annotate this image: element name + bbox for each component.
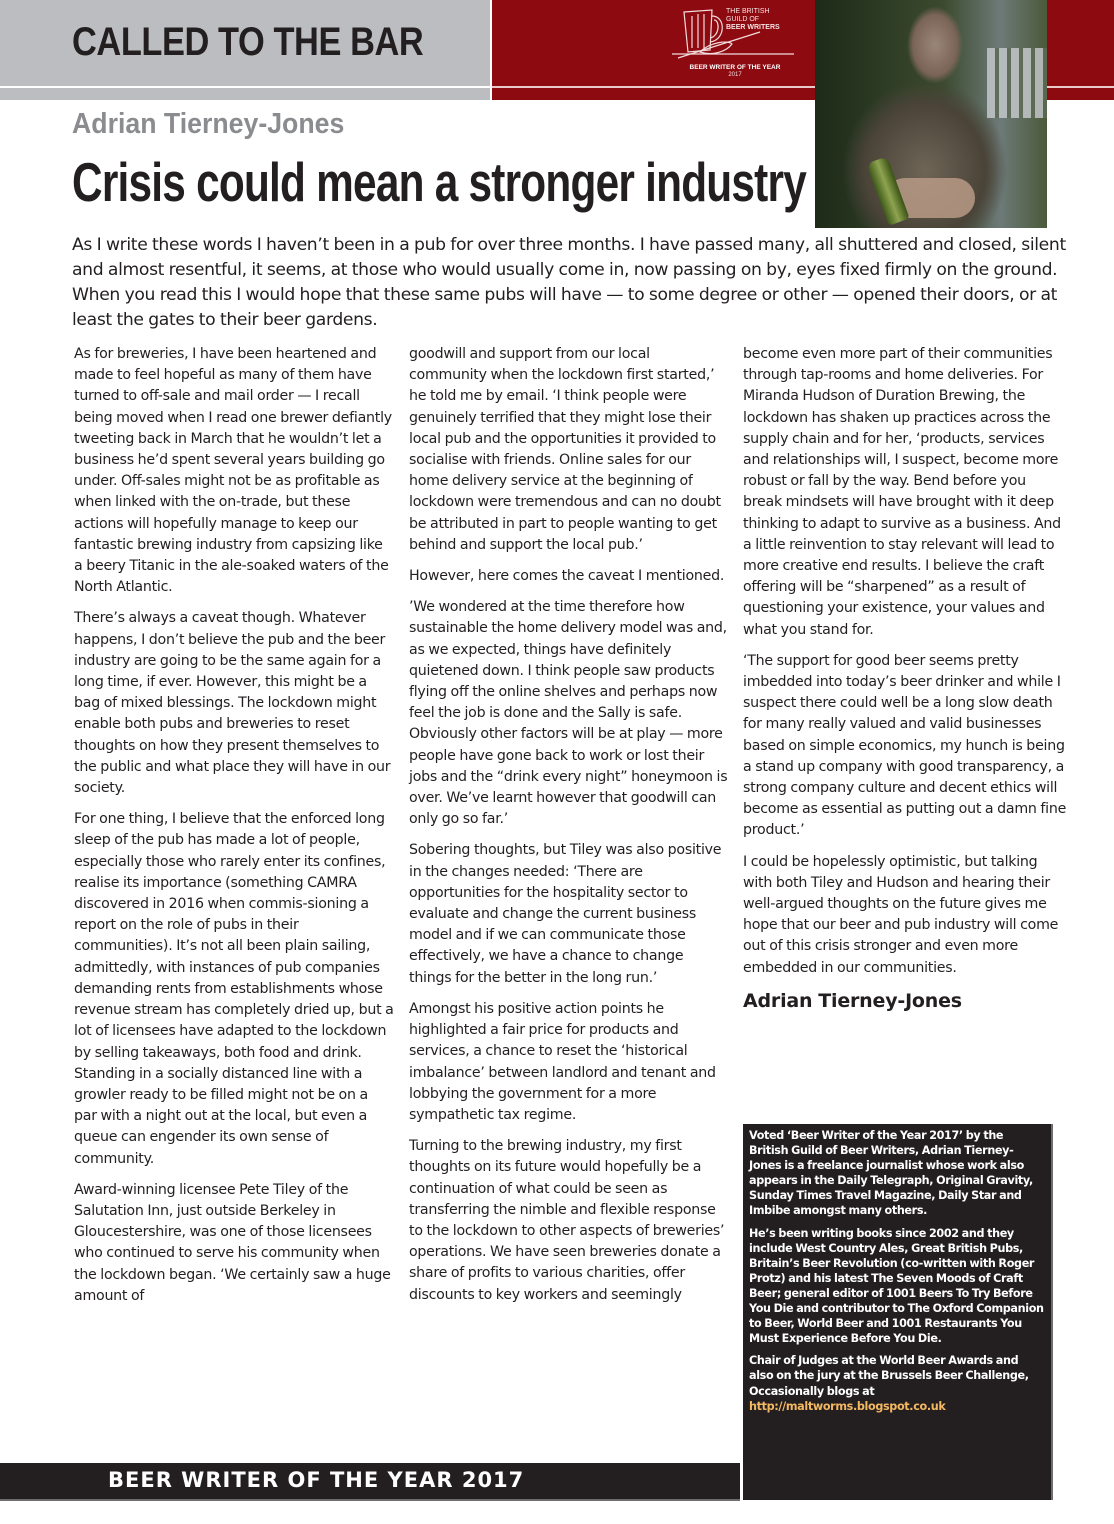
paragraph: Award-winning licensee Pete Tiley of the Salutation Inn, just outside Berkeley in Gloucestershire, was one of those licensees who continued to serve his community when the lockdown began. ‘We certainly saw a huge amount of	[74, 1181, 391, 1304]
author-photo	[815, 0, 1047, 228]
bio-paragraph: Chair of Judges at the World Beer Awards and also on the jury at the Brussels Beer Challenge, Occasionally blogs at http://maltworms.blogspot.co.uk	[749, 1354, 1029, 1413]
paragraph: Turning to the brewing industry, my first thoughts on its future would hopefully be a continuation of what could be seen as transferring the nimble and flexible response to the lockdown to other aspects of breweries’ operations. We have seen breweries donate a share of profits to various charities, offer discounts to key workers and seemingly	[409, 1138, 725, 1303]
author-byline: Adrian Tierney-Jones	[72, 108, 345, 140]
article-column-2	[409, 344, 729, 1316]
section-title: CALLED TO THE BAR	[72, 20, 424, 64]
paragraph: For one thing, I believe that the enforced long sleep of the pub has made a lot of people, especially those who rarely enter its confines, realise its importance (something CAMRA discovered in 2016 when commis-sioning a report on the role of pubs in their communities). It’s not all been plain sailing, admittedly, with instances of pub companies demanding rents from establishments whose revenue stream has completely dried up, but a lot of licensees have adapted to the lockdown by selling takeaways, both food and drink. Standing in a socially distanced line with a growler ready to be filled might not be on a par with a night out at the local, but even a queue can engender its own sense of community.	[74, 811, 394, 1167]
paragraph: ‘The support for good beer seems pretty imbedded into today’s beer drinker and while I suspect there could well be a long slow death for many really valued and valid businesses based on simple economics, my hunch is being a stand up company with good transparency, a strong company culture and decent ethics will become as essential as putting out a damn fine product.’	[743, 652, 1067, 839]
paragraph: I could be hopelessly optimistic, but talking with both Tiley and Hudson and hearing their well-argued thoughts on the future gives me hope that our beer and pub industry will come out of this crisis stronger and even more embedded in our communities.	[743, 853, 1059, 976]
paragraph: However, here comes the caveat I mentioned.	[409, 568, 725, 585]
article-column-3	[743, 344, 1068, 1012]
standfirst: As I write these words I haven’t been in a pub for over three months. I have passed many, all shuttered and closed, silent and almost resentful, it seems, at those who would usually come in, now passing on by, eyes fixed firmly on the ground. When you read this I would hope that these same pubs will have — to some degree or other — opened their doors, or at least the gates to their beer gardens.	[72, 235, 1066, 330]
blog-link[interactable]: http://maltworms.blogspot.co.uk	[749, 1399, 946, 1413]
bio-paragraph: He’s been writing books since 2002 and they include West Country Ales, Great British Pubs, Britain’s Beer Revolution (co-written with Roger Protz) and his latest The Seven Moods of Craft Beer; general editor of 1001 Beers To Try Before You Die and contributor to The Oxford Companion to Beer, World Beer and 1001 Restaurants You Must Experience Before You Die.	[749, 1226, 1044, 1346]
bio-paragraph: Voted ‘Beer Writer of the Year 2017’ by the British Guild of Beer Writers, Adrian Tierney-Jones is a freelance journalist whose work also appears in the Daily Telegraph, Original Gravity, Sunday Times Travel Magazine, Daily Star and Imbibe amongst many others.	[749, 1129, 1033, 1218]
article-column-1	[74, 344, 394, 1317]
footer-banner-text: BEER WRITER OF THE YEAR 2017	[108, 1468, 525, 1492]
author-bio-box	[743, 1124, 1053, 1500]
paragraph: ’We wondered at the time therefore how sustainable the home delivery model was and, as we expected, things have definitely quietened down. I think people saw products flying off the online shelves and perhaps now feel the job is done and the Sally is safe. Obviously other factors will be at play — more people have gone back to work or lost their jobs and the “drink every night” honeymoon is over. We’ve learnt however that goodwill can only go so far.’	[409, 599, 728, 828]
paragraph: As for breweries, I have been heartened and made to feel hopeful as many of them have turned to off-sale and mail order — I recall being moved when I read one brewer defiantly tweeting back in March that he wouldn’t let a business he’d spent several years building go under. Off-sales might not be as profitable as when linked with the on-trade, but these actions will hopefully manage to keep our fantastic brewing industry from capsizing like a beery Titanic in the ale-soaked waters of the North Atlantic.	[74, 346, 392, 596]
paragraph: There’s always a caveat though. Whatever happens, I don’t believe the pub and the beer industry are going to be the same again for a long time, if ever. However, this might be a bag of mixed blessings. The lockdown might enable both pubs and breweries to reset thoughts on how they present themselves to the public and what place they will have in our society.	[74, 610, 391, 797]
author-signature: Adrian Tierney-Jones	[743, 989, 962, 1012]
paragraph: Amongst his positive action points he highlighted a fair price for products and services, a chance to reset the ‘historical imbalance’ between landlord and tenant and lobbying the government for a more sympathetic tax regime.	[409, 1000, 716, 1123]
guild-logo	[670, 2, 800, 86]
award-year: 2017	[728, 72, 742, 78]
paragraph: Sobering thoughts, but Tiley was also positive in the changes needed: ‘There are opportunities for the hospitality sector to evaluate and change the current business model and if we can communicate those effectively, we have a chance to change things for the better in the long run.’	[409, 842, 722, 986]
paragraph: become even more part of their communities through tap-rooms and home deliveries. For Miranda Hudson of Duration Brewing, the lockdown has shaken up practices across the supply chain and for her, ‘products, services and relationships will, I suspect, become more robust or fall by the way. Bend before you break mindsets will have brought with it deep thinking to adapt to survive as a business. And a little reinvention to stay relevant will lead to more creative end results. I believe the craft offering will be “sharpened” as a result of questioning your existence, your values and what you stand for.	[743, 346, 1061, 638]
paragraph: goodwill and support from our local community when the lockdown first started,’ he told me by email. ‘I think people were genuinely terrified that they might lose their local pub and the opportunities it provided to socialise with friends. Online sales for our home delivery service at the beginning of lockdown were tremendous and can no doubt be attributed in part to people wanting to get behind and support the local pub.’	[409, 346, 721, 553]
guild-name: THE BRITISH GUILD OF BEER WRITERS	[726, 8, 780, 31]
article-headline: Crisis could mean a stronger industry	[72, 151, 807, 213]
award-title: BEER WRITER OF THE YEAR	[689, 64, 781, 71]
header-rule	[0, 86, 490, 88]
